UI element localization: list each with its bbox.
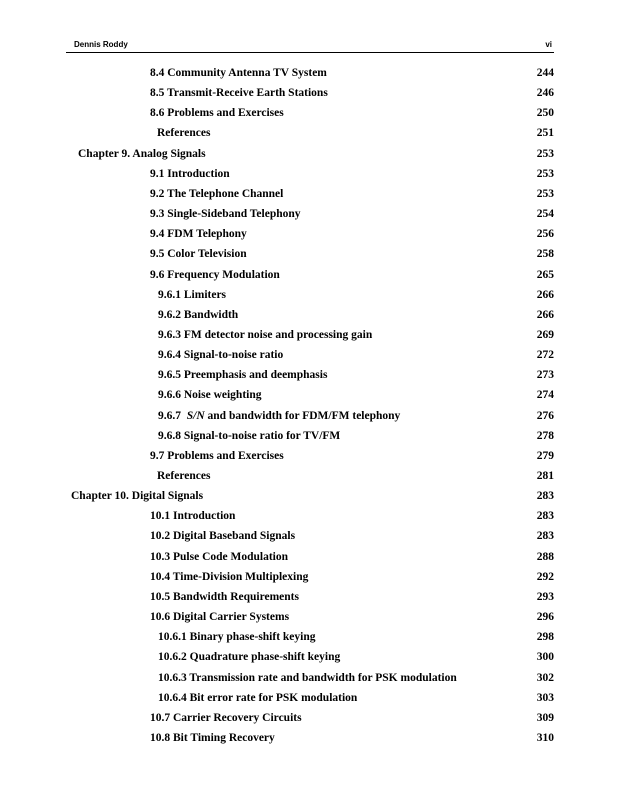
toc-entry: [0, 692, 617, 712]
toc-entry-page: 273: [536, 369, 554, 382]
toc-entry-page: 272: [536, 349, 554, 362]
toc-entry-page: 251: [536, 127, 554, 140]
toc-entry-page: 288: [536, 550, 554, 563]
toc-entry-title: 9.6.8 Signal-to-noise ratio for TV/FM: [158, 429, 341, 442]
toc-entry-title: 10.6.1 Binary phase-shift keying: [158, 631, 316, 644]
toc-entry-page: 253: [536, 167, 554, 180]
toc-entry: [0, 430, 617, 450]
toc-entry-title: 8.5 Transmit-Receive Earth Stations: [150, 87, 328, 100]
toc-entry: [0, 651, 617, 671]
toc-entry-title: 10.2 Digital Baseband Signals: [150, 530, 296, 543]
toc-entry-title: 9.7 Problems and Exercises: [150, 449, 284, 462]
toc-entry-title: References: [157, 127, 211, 140]
toc-entry-page: 283: [536, 530, 554, 543]
toc-entry-page: 310: [536, 731, 554, 744]
toc-entry-page: 303: [536, 691, 554, 704]
toc-entry-page: 276: [536, 409, 554, 422]
toc-entry-title-suffix: and bandwidth for FDM/FM telephony: [204, 409, 401, 422]
toc-entry: [0, 269, 617, 289]
toc-entry-title: 8.6 Problems and Exercises: [150, 107, 284, 120]
toc-entry: [0, 591, 617, 611]
toc-entry-title: 9.6.3 FM detector noise and processing gain: [158, 328, 373, 341]
toc-entry-page: 256: [536, 228, 554, 241]
toc-entry: [0, 208, 617, 228]
toc-entry-title: 9.6.6 Noise weighting: [158, 389, 262, 402]
toc-entry-page: 266: [536, 308, 554, 321]
toc-entry-page: 246: [536, 87, 554, 100]
toc-entry: [0, 732, 617, 752]
toc-entry-page: 302: [536, 671, 554, 684]
toc-entry-title: 9.5 Color Television: [150, 248, 247, 261]
toc-entry-page: 254: [536, 208, 554, 221]
toc-entry-page: 269: [536, 328, 554, 341]
toc-entry: [0, 349, 617, 369]
toc-entry: [0, 530, 617, 550]
toc-entry-title: 9.6.2 Bandwidth: [158, 308, 239, 321]
toc-entry: [0, 470, 617, 490]
toc-entry: [0, 309, 617, 329]
toc-entry-title: 10.3 Pulse Code Modulation: [150, 550, 289, 563]
toc-entry: [0, 450, 617, 470]
toc-entry: [0, 410, 617, 430]
toc-entry-title: 8.4 Community Antenna TV System: [150, 67, 327, 79]
toc-entry-title: 10.4 Time-Division Multiplexing: [150, 570, 309, 583]
toc-entry: [0, 107, 617, 127]
toc-entry: [0, 571, 617, 591]
toc-entry: [0, 148, 617, 168]
toc-entry: [0, 631, 617, 651]
toc-entry-title-prefix: 9.6.7: [158, 409, 187, 422]
toc-entry: [0, 188, 617, 208]
toc-entry-title: 9.3 Single-Sideband Telephony: [150, 208, 301, 221]
toc-entry: [0, 672, 617, 692]
toc-entry: [0, 510, 617, 530]
toc-entry-title: 10.5 Bandwidth Requirements: [150, 590, 299, 603]
toc-entry-title: 9.6.1 Limiters: [158, 288, 227, 301]
toc-entry-page: 298: [536, 631, 554, 644]
toc-entry-page: 279: [536, 449, 554, 462]
toc-entry-title: 9.6 Frequency Modulation: [150, 268, 280, 281]
toc-entry-title: 10.1 Introduction: [150, 510, 236, 523]
toc-entry: [0, 389, 617, 409]
toc-entry: [0, 490, 617, 510]
toc-entry-page: 250: [536, 107, 554, 120]
toc-entry-title-italic: S/N: [186, 409, 205, 422]
toc-entry-page: 283: [536, 490, 554, 503]
running-header: [66, 38, 552, 52]
toc-entry-title: Chapter 10. Digital Signals: [71, 490, 204, 503]
toc-entry-page: 258: [536, 248, 554, 261]
toc-entry-title: [158, 410, 400, 422]
toc-entry: [0, 228, 617, 248]
toc-entry-page: 283: [536, 510, 554, 523]
header-rule: [66, 52, 554, 53]
toc-entry: [0, 369, 617, 389]
toc-entry-title: 9.1 Introduction: [150, 167, 230, 180]
toc-entry-page: 281: [536, 470, 554, 482]
toc-entry-title: 10.6.2 Quadrature phase-shift keying: [158, 651, 341, 664]
toc-entry-title: 9.6.4 Signal-to-noise ratio: [158, 349, 284, 362]
toc-entry: [0, 127, 617, 147]
toc-entry-title: 10.6 Digital Carrier Systems: [150, 611, 290, 624]
toc-entry: [0, 551, 617, 571]
toc-entry-page: 266: [536, 288, 554, 301]
toc-entry-page: 244: [536, 67, 554, 79]
header-author: Dennis Roddy: [74, 40, 128, 49]
toc-entry-title: 10.6.4 Bit error rate for PSK modulation: [158, 691, 358, 704]
toc-entry-page: 292: [536, 570, 554, 583]
toc-entry-page: 296: [536, 611, 554, 624]
toc-entry: [0, 329, 617, 349]
toc-entry-page: 253: [536, 147, 554, 160]
toc-entry-title: 9.6.5 Preemphasis and deemphasis: [158, 369, 328, 382]
toc-entry-page: 309: [536, 711, 554, 724]
toc-entry-title: 9.4 FDM Telephony: [150, 228, 247, 241]
toc-entry-title: 10.6.3 Transmission rate and bandwidth for PSK modulation: [158, 671, 457, 684]
toc-entry-page: 293: [536, 590, 554, 603]
header-page-number: vi: [545, 40, 552, 49]
toc-entry: [0, 248, 617, 268]
toc-entry-page: 274: [536, 389, 554, 402]
toc-entry-page: 278: [536, 429, 554, 442]
toc-entry: [0, 87, 617, 107]
toc-entry: [0, 67, 617, 87]
toc-entry-title: 10.7 Carrier Recovery Circuits: [150, 711, 302, 724]
toc-entry-title: 10.8 Bit Timing Recovery: [150, 731, 275, 744]
toc-entry: [0, 168, 617, 188]
toc-entry-title: 9.2 The Telephone Channel: [150, 187, 284, 200]
toc-entry-page: 253: [536, 187, 554, 200]
toc-entry: [0, 289, 617, 309]
toc-entry: [0, 712, 617, 732]
toc-entry-title: Chapter 9. Analog Signals: [78, 147, 206, 160]
toc-entry: [0, 611, 617, 631]
toc-entry-page: 300: [536, 651, 554, 664]
toc-entry-page: 265: [536, 268, 554, 281]
toc-entry-title: References: [157, 470, 211, 482]
